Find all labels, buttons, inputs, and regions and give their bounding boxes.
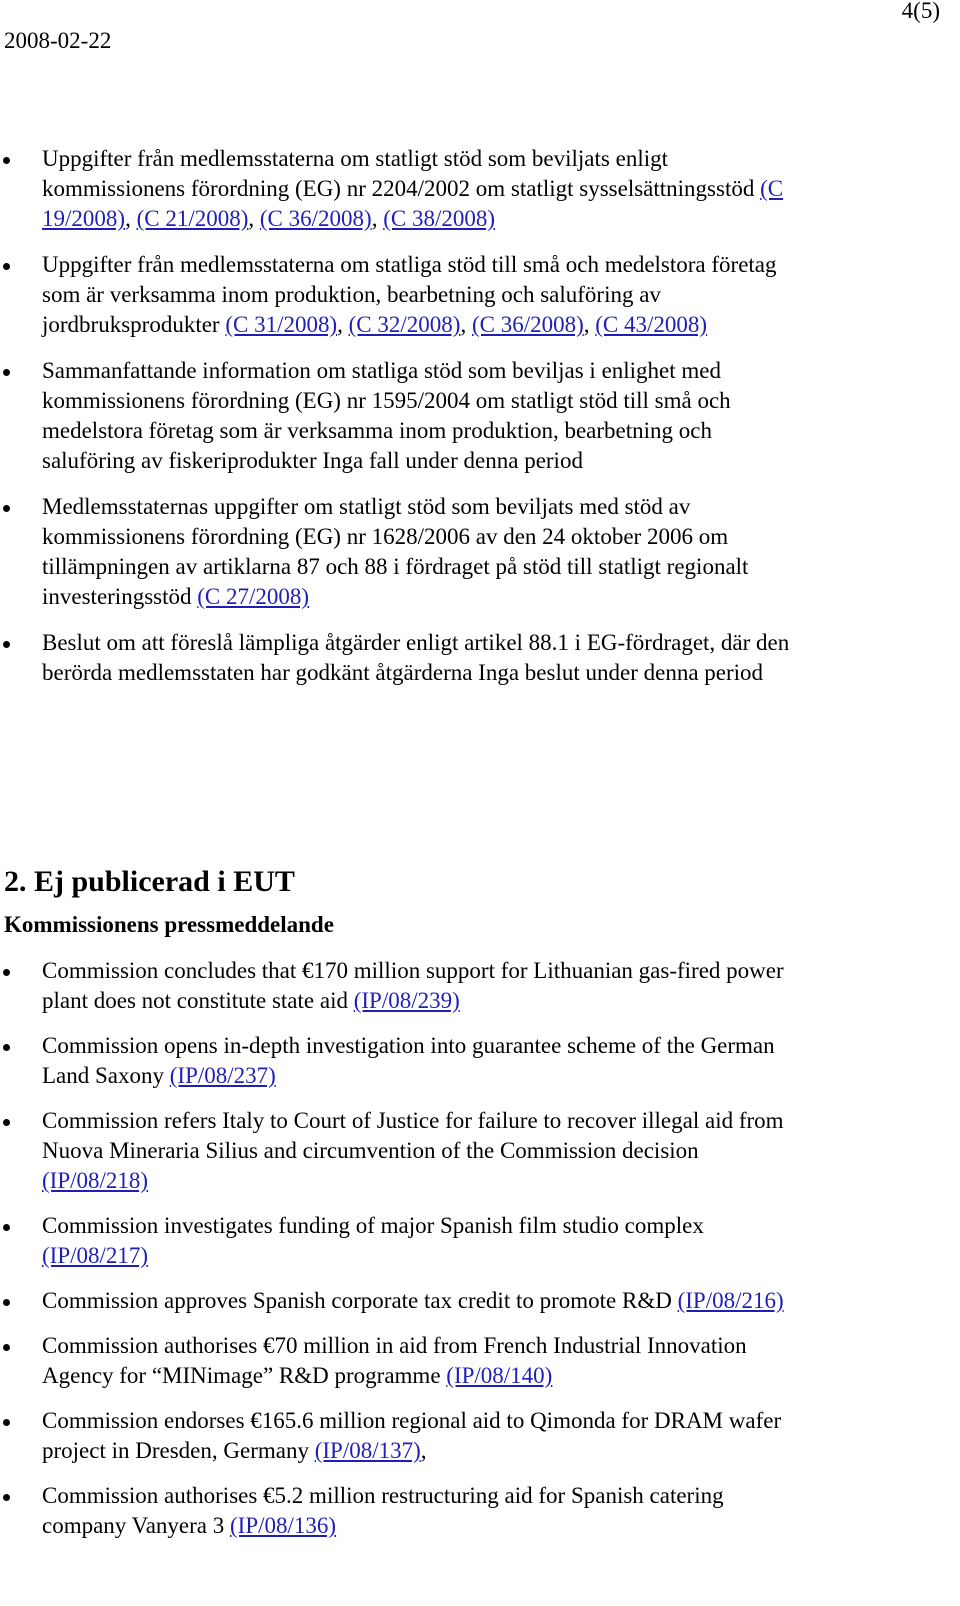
bullet-icon bbox=[3, 1419, 10, 1426]
item-text: Commission authorises €5.2 million restructuring aid for Spanish catering company Vanyera 3 bbox=[42, 1483, 724, 1538]
item-text: Commission investigates funding of major Spanish film studio complex bbox=[42, 1213, 704, 1238]
item-text: Medlemsstaternas uppgifter om statligt stöd som beviljats med stöd av kommissionens förordning (EG) nr 1628/2006 av den 24 oktober 2006 om tillämpningen av artiklarna 87 och 88 i fördraget på stöd till statligt regionalt investeringsstöd bbox=[42, 494, 749, 609]
reference-link[interactable]: (C 43/2008) bbox=[595, 312, 708, 337]
reference-link[interactable]: (C 32/2008) bbox=[348, 312, 461, 337]
reference-link[interactable]: (C 36/2008) bbox=[259, 206, 372, 231]
bullet-icon bbox=[3, 1119, 10, 1126]
bullet-icon bbox=[3, 1044, 10, 1051]
list-item bbox=[0, 1286, 790, 1316]
page-number: 4(5) bbox=[901, 0, 940, 23]
bullet-icon bbox=[3, 369, 10, 376]
section-heading: 2. Ej publicerad i EUT bbox=[4, 865, 295, 898]
reference-link[interactable]: (C 27/2008) bbox=[197, 584, 310, 609]
bullet-icon bbox=[3, 1299, 10, 1306]
list-item: Uppgifter från medlemsstaterna om statliga stöd till små och medelstora företag som är verksamma inom produktion, bearbetning och saluföring av jordbruksprodukter (C 31/2008), (C 32/2008), (C 36/2008), (C 43/2008) bbox=[0, 250, 790, 340]
list-item bbox=[0, 1211, 790, 1271]
list-item bbox=[0, 356, 790, 476]
state-aid-list bbox=[0, 144, 790, 704]
list-item bbox=[0, 628, 790, 688]
list-item bbox=[0, 956, 790, 1016]
list-item bbox=[0, 492, 790, 612]
bullet-icon bbox=[3, 1224, 10, 1231]
section-subheading: Kommissionens pressmeddelande bbox=[4, 912, 334, 937]
item-text: Uppgifter från medlemsstaterna om statligt stöd som beviljats enligt kommissionens förordning (EG) nr 2204/2002 om statligt sysselsättningsstöd bbox=[42, 146, 761, 201]
press-release-link[interactable]: (IP/08/216) bbox=[677, 1288, 784, 1313]
bullet-icon bbox=[3, 505, 10, 512]
item-text: Commission refers Italy to Court of Justice for failure to recover illegal aid from Nuova Mineraria Silius and circumvention of the Commission decision bbox=[42, 1108, 784, 1163]
list-item: Uppgifter från medlemsstaterna om statligt stöd som beviljats enligt kommissionens förordning (EG) nr 2204/2002 om statligt sysselsättningsstöd (C 19/2008), (C 21/2008), (C 36/2008), (C 38/2008) bbox=[0, 144, 790, 234]
reference-link[interactable]: (C 19/2008) bbox=[42, 176, 784, 231]
bullet-icon bbox=[3, 969, 10, 976]
press-release-link[interactable]: (IP/08/217) bbox=[42, 1243, 149, 1268]
item-suffix: , bbox=[420, 1438, 427, 1463]
list-item bbox=[0, 1331, 790, 1391]
press-release-link[interactable]: (IP/08/239) bbox=[353, 988, 460, 1013]
press-release-link[interactable]: (IP/08/218) bbox=[42, 1168, 149, 1193]
reference-link[interactable]: (C 31/2008) bbox=[225, 312, 338, 337]
list-item bbox=[0, 1106, 790, 1196]
page-date: 2008-02-22 bbox=[4, 28, 112, 53]
bullet-icon bbox=[3, 1344, 10, 1351]
reference-link[interactable]: (C 38/2008) bbox=[383, 206, 495, 231]
reference-link[interactable]: (C 36/2008) bbox=[471, 312, 584, 337]
bullet-icon bbox=[3, 263, 10, 270]
list-item bbox=[0, 1481, 790, 1541]
list-item bbox=[0, 1031, 790, 1091]
item-text: Beslut om att föreslå lämpliga åtgärder enligt artikel 88.1 i EG-fördraget, där den berörda medlemsstaten har godkänt åtgärderna Inga beslut under denna period bbox=[42, 630, 790, 685]
bullet-icon bbox=[3, 157, 10, 164]
item-text: Commission endorses €165.6 million regional aid to Qimonda for DRAM wafer project in Dresden, Germany bbox=[42, 1408, 782, 1463]
item-text: Commission opens in-depth investigation into guarantee scheme of the German Land Saxony bbox=[42, 1033, 775, 1088]
item-text: Commission concludes that €170 million support for Lithuanian gas-fired power plant does not constitute state aid bbox=[42, 958, 784, 1013]
item-text: Uppgifter från medlemsstaterna om statliga stöd till små och medelstora företag som är verksamma inom produktion, bearbetning och saluföring av jordbruksprodukter bbox=[42, 252, 777, 337]
item-text: Sammanfattande information om statliga stöd som beviljas i enlighet med kommissionens förordning (EG) nr 1595/2004 om statligt stöd till små och medelstora företag som är verksamma inom produktion, bearbetning och saluföring av fiskeriprodukter Inga fall under denna period bbox=[42, 358, 731, 473]
item-text: Commission approves Spanish corporate tax credit to promote R&D bbox=[42, 1288, 678, 1313]
item-text: Commission authorises €70 million in aid from French Industrial Innovation Agency for “MINimage” R&D programme bbox=[42, 1333, 747, 1388]
bullet-icon bbox=[3, 1494, 10, 1501]
press-release-link[interactable]: (IP/08/140) bbox=[446, 1363, 553, 1388]
press-release-link[interactable]: (IP/08/137) bbox=[314, 1438, 421, 1463]
bullet-icon bbox=[3, 641, 10, 648]
press-release-link[interactable]: (IP/08/136) bbox=[230, 1513, 337, 1538]
reference-link[interactable]: (C 21/2008) bbox=[136, 206, 249, 231]
list-item bbox=[0, 1406, 790, 1466]
press-release-list bbox=[0, 956, 790, 1556]
press-release-link[interactable]: (IP/08/237) bbox=[169, 1063, 276, 1088]
